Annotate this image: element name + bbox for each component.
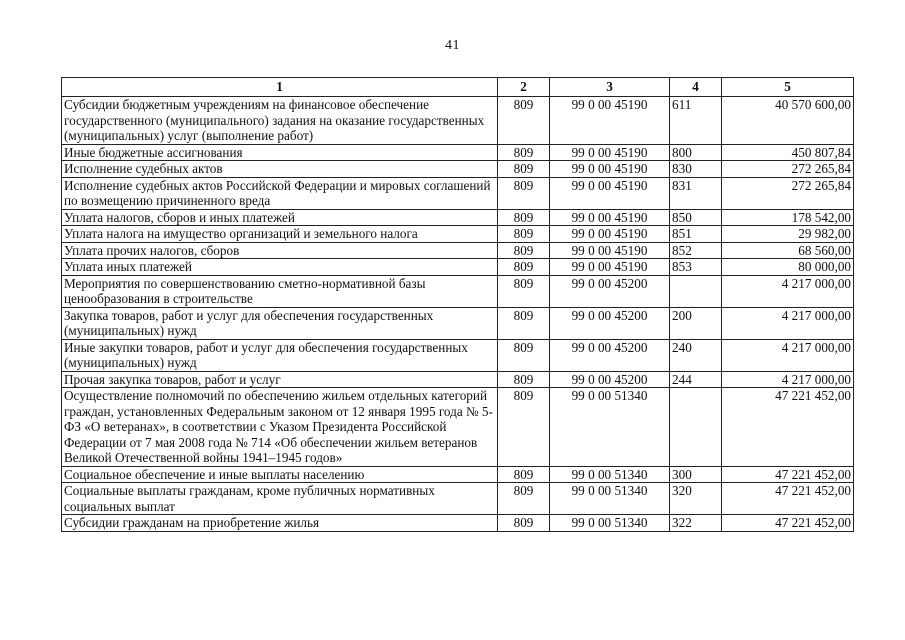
header-col-1: 1 bbox=[62, 78, 498, 97]
table-row bbox=[62, 226, 854, 243]
row-code-cell: 809 bbox=[498, 275, 550, 307]
row-type-cell: 831 bbox=[670, 177, 722, 209]
table-row bbox=[62, 161, 854, 178]
row-type-cell: 852 bbox=[670, 242, 722, 259]
row-code-cell: 809 bbox=[498, 242, 550, 259]
row-type-cell: 611 bbox=[670, 97, 722, 145]
row-amount-cell: 47 221 452,00 bbox=[722, 388, 854, 467]
row-name-cell: Субсидии бюджетным учреждениям на финансовое обеспечение государственного (муниципального) задания на оказание государственных (муниципальных) услуг (выполнение работ) bbox=[62, 97, 498, 145]
row-code-cell: 809 bbox=[498, 339, 550, 371]
row-target-cell: 99 0 00 45200 bbox=[550, 307, 670, 339]
row-name-cell: Закупка товаров, работ и услуг для обеспечения государственных (муниципальных) нужд bbox=[62, 307, 498, 339]
row-type-cell bbox=[670, 388, 722, 467]
row-name-cell: Исполнение судебных актов Российской Федерации и мировых соглашений по возмещению причиненного вреда bbox=[62, 177, 498, 209]
row-name-cell: Уплата прочих налогов, сборов bbox=[62, 242, 498, 259]
row-type-cell: 240 bbox=[670, 339, 722, 371]
row-amount-cell: 80 000,00 bbox=[722, 259, 854, 276]
row-name-cell: Исполнение судебных актов bbox=[62, 161, 498, 178]
row-type-cell bbox=[670, 275, 722, 307]
row-target-cell: 99 0 00 45190 bbox=[550, 97, 670, 145]
row-amount-cell: 40 570 600,00 bbox=[722, 97, 854, 145]
row-type-cell: 800 bbox=[670, 144, 722, 161]
row-target-cell: 99 0 00 51340 bbox=[550, 466, 670, 483]
table-row bbox=[62, 515, 854, 532]
table-row bbox=[62, 466, 854, 483]
row-target-cell: 99 0 00 45190 bbox=[550, 259, 670, 276]
row-amount-cell: 4 217 000,00 bbox=[722, 275, 854, 307]
header-col-3: 3 bbox=[550, 78, 670, 97]
row-target-cell: 99 0 00 45200 bbox=[550, 339, 670, 371]
row-type-cell: 200 bbox=[670, 307, 722, 339]
table-row bbox=[62, 275, 854, 307]
row-type-cell: 244 bbox=[670, 371, 722, 388]
row-code-cell: 809 bbox=[498, 388, 550, 467]
row-code-cell: 809 bbox=[498, 209, 550, 226]
row-amount-cell: 29 982,00 bbox=[722, 226, 854, 243]
row-amount-cell: 47 221 452,00 bbox=[722, 466, 854, 483]
row-target-cell: 99 0 00 45190 bbox=[550, 144, 670, 161]
row-target-cell: 99 0 00 45190 bbox=[550, 177, 670, 209]
row-type-cell: 850 bbox=[670, 209, 722, 226]
row-code-cell: 809 bbox=[498, 307, 550, 339]
row-amount-cell: 68 560,00 bbox=[722, 242, 854, 259]
table-row bbox=[62, 177, 854, 209]
row-target-cell: 99 0 00 45190 bbox=[550, 226, 670, 243]
row-amount-cell: 47 221 452,00 bbox=[722, 515, 854, 532]
row-code-cell: 809 bbox=[498, 177, 550, 209]
row-amount-cell: 4 217 000,00 bbox=[722, 371, 854, 388]
row-type-cell: 322 bbox=[670, 515, 722, 532]
row-code-cell: 809 bbox=[498, 97, 550, 145]
row-type-cell: 300 bbox=[670, 466, 722, 483]
table-row bbox=[62, 371, 854, 388]
row-type-cell: 851 bbox=[670, 226, 722, 243]
row-code-cell: 809 bbox=[498, 466, 550, 483]
row-name-cell: Прочая закупка товаров, работ и услуг bbox=[62, 371, 498, 388]
row-target-cell: 99 0 00 45200 bbox=[550, 371, 670, 388]
table-row bbox=[62, 259, 854, 276]
row-target-cell: 99 0 00 51340 bbox=[550, 483, 670, 515]
row-name-cell: Субсидии гражданам на приобретение жилья bbox=[62, 515, 498, 532]
row-name-cell: Уплата налога на имущество организаций и земельного налога bbox=[62, 226, 498, 243]
row-code-cell: 809 bbox=[498, 226, 550, 243]
table-row bbox=[62, 97, 854, 145]
header-col-4: 4 bbox=[670, 78, 722, 97]
row-type-cell: 853 bbox=[670, 259, 722, 276]
header-col-2: 2 bbox=[498, 78, 550, 97]
row-code-cell: 809 bbox=[498, 161, 550, 178]
row-name-cell: Мероприятия по совершенствованию сметно-нормативной базы ценообразования в строительстве bbox=[62, 275, 498, 307]
row-amount-cell: 450 807,84 bbox=[722, 144, 854, 161]
row-target-cell: 99 0 00 51340 bbox=[550, 515, 670, 532]
row-amount-cell: 178 542,00 bbox=[722, 209, 854, 226]
row-amount-cell: 4 217 000,00 bbox=[722, 339, 854, 371]
table-row bbox=[62, 242, 854, 259]
row-target-cell: 99 0 00 45200 bbox=[550, 275, 670, 307]
row-target-cell: 99 0 00 51340 bbox=[550, 388, 670, 467]
row-code-cell: 809 bbox=[498, 144, 550, 161]
row-code-cell: 809 bbox=[498, 259, 550, 276]
row-name-cell: Осуществление полномочий по обеспечению жильем отдельных категорий граждан, установленных Федеральным законом от 12 января 1995 года № 5-ФЗ «О ветеранах», в соответствии с Указом Президента Российской Федерации от 7 мая 2008 года № 714 «Об обеспечении жильем ветеранов Великой Отечественной войны 1941–1945 годов» bbox=[62, 388, 498, 467]
table-row bbox=[62, 339, 854, 371]
row-name-cell: Иные бюджетные ассигнования bbox=[62, 144, 498, 161]
row-code-cell: 809 bbox=[498, 515, 550, 532]
row-type-cell: 830 bbox=[670, 161, 722, 178]
row-target-cell: 99 0 00 45190 bbox=[550, 161, 670, 178]
row-name-cell: Иные закупки товаров, работ и услуг для обеспечения государственных (муниципальных) нужд bbox=[62, 339, 498, 371]
budget-table bbox=[61, 77, 854, 532]
table-row bbox=[62, 388, 854, 467]
row-name-cell: Социальные выплаты гражданам, кроме публичных нормативных социальных выплат bbox=[62, 483, 498, 515]
row-name-cell: Уплата налогов, сборов и иных платежей bbox=[62, 209, 498, 226]
table-row bbox=[62, 483, 854, 515]
table-row bbox=[62, 209, 854, 226]
row-target-cell: 99 0 00 45190 bbox=[550, 209, 670, 226]
row-code-cell: 809 bbox=[498, 483, 550, 515]
row-amount-cell: 4 217 000,00 bbox=[722, 307, 854, 339]
table-row bbox=[62, 307, 854, 339]
row-name-cell: Социальное обеспечение и иные выплаты населению bbox=[62, 466, 498, 483]
row-name-cell: Уплата иных платежей bbox=[62, 259, 498, 276]
table-row bbox=[62, 144, 854, 161]
row-code-cell: 809 bbox=[498, 371, 550, 388]
row-type-cell: 320 bbox=[670, 483, 722, 515]
row-amount-cell: 47 221 452,00 bbox=[722, 483, 854, 515]
table-header-row bbox=[62, 78, 854, 97]
row-amount-cell: 272 265,84 bbox=[722, 177, 854, 209]
page-number: 41 bbox=[445, 38, 460, 53]
row-amount-cell: 272 265,84 bbox=[722, 161, 854, 178]
row-target-cell: 99 0 00 45190 bbox=[550, 242, 670, 259]
header-col-5: 5 bbox=[722, 78, 854, 97]
